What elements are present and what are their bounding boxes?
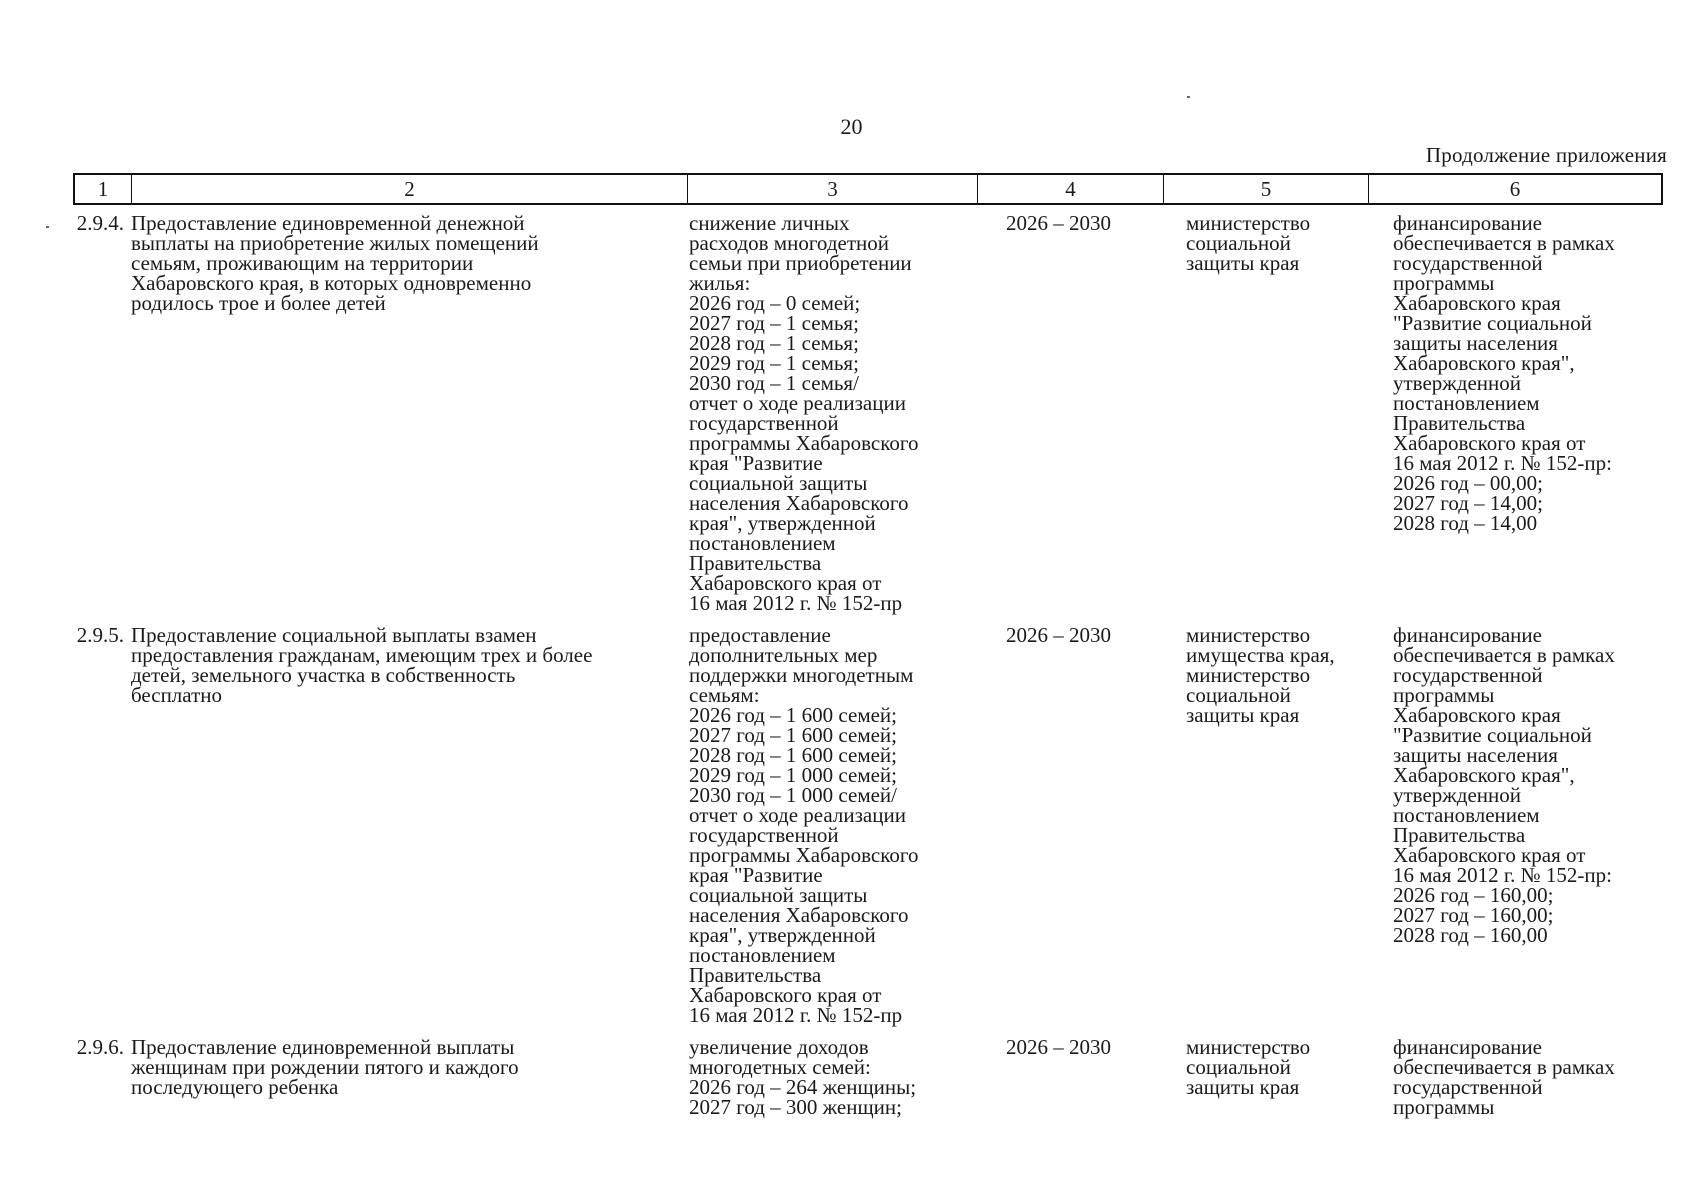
funding-cell-line: финансирование (1393, 211, 1542, 235)
header-col-3: 3 (687, 175, 977, 203)
result-cell-line: края "Развитие (689, 451, 823, 475)
measure-cell-line: женщинам при рождении пятого и каждого (131, 1055, 519, 1079)
funding-cell-line: постановлением (1393, 803, 1540, 827)
funding-cell-line: финансирование (1393, 1035, 1542, 1059)
executor-cell (1178, 625, 1383, 1025)
funding-cell (1383, 625, 1663, 1025)
result-cell-line: 2029 год – 1 семья; (689, 351, 859, 375)
measure-cell-line: семьям, проживающим на территории (131, 251, 474, 275)
funding-cell-line: защиты населения (1393, 331, 1558, 355)
funding-cell-line: "Развитие социальной (1393, 723, 1592, 747)
result-cell-line: 2027 год – 1 600 семей; (689, 723, 898, 747)
result-cell-line: 16 мая 2012 г. № 152-пр (689, 1003, 903, 1027)
funding-cell-line: 2026 год – 00,00; (1393, 471, 1544, 495)
funding-cell-line: обеспечивается в рамках (1393, 231, 1615, 255)
result-cell-line: снижение личных (689, 211, 850, 235)
result-cell-line: жилья: (689, 271, 751, 295)
result-cell-line: 2026 год – 0 семей; (689, 291, 861, 315)
measure-cell-line: выплаты на приобретение жилых помещений (131, 231, 539, 255)
funding-cell-line: 16 мая 2012 г. № 152-пр: (1393, 863, 1612, 887)
result-cell-line: государственной (689, 411, 839, 435)
executor-cell-line: министерство (1186, 663, 1311, 687)
header-col-4: 4 (977, 175, 1163, 203)
result-cell-line: населения Хабаровского (689, 491, 909, 515)
executor-cell-line: защиты края (1186, 1075, 1300, 1099)
measure-cell (130, 625, 685, 1025)
result-cell-line: Хабаровского края от (689, 983, 882, 1007)
result-cell (685, 625, 993, 1025)
measure-cell-line: Предоставление единовременной денежной (131, 211, 525, 235)
measure-cell (130, 1037, 685, 1117)
funding-cell-line: программы (1393, 683, 1495, 707)
header-col-1: 1 (97, 177, 109, 201)
result-cell-line: края "Развитие (689, 863, 823, 887)
executor-cell-line: министерство (1186, 623, 1311, 647)
result-cell-line: края", утвержденной (689, 511, 876, 535)
result-cell-line: государственной (689, 823, 839, 847)
result-cell-line: постановлением (689, 943, 836, 967)
funding-cell-line: 2027 год – 14,00; (1393, 491, 1544, 515)
result-cell-line: 16 мая 2012 г. № 152-пр (689, 591, 903, 615)
result-cell-line: отчет о ходе реализации (689, 391, 906, 415)
period-cell: 2026 – 2030 (1006, 211, 1111, 235)
funding-cell-line: 2028 год – 14,00 (1393, 511, 1538, 535)
scan-speck (46, 226, 49, 228)
funding-cell-line: программы (1393, 271, 1495, 295)
funding-cell-line: Хабаровского края", (1393, 351, 1575, 375)
executor-cell-line: имущества края, (1186, 643, 1335, 667)
funding-cell-line: программы (1393, 1095, 1495, 1119)
result-cell-line: увеличение доходов (689, 1035, 869, 1059)
funding-cell-line: Хабаровского края (1393, 291, 1561, 315)
result-cell-line: 2030 год – 1 000 семей/ (689, 783, 898, 807)
result-cell-line: отчет о ходе реализации (689, 803, 906, 827)
row-number: 2.9.6. (76, 1035, 124, 1059)
result-cell-line: населения Хабаровского (689, 903, 909, 927)
result-cell-line: предоставление (689, 623, 831, 647)
result-cell-line: Хабаровского края от (689, 571, 882, 595)
executor-cell-line: социальной (1186, 231, 1291, 255)
result-cell-line: Правительства (689, 963, 822, 987)
scan-speck (1187, 96, 1190, 98)
funding-cell-line: 2026 год – 160,00; (1393, 883, 1554, 907)
result-cell-line: многодетных семей: (689, 1055, 871, 1079)
header-col-6: 6 (1368, 175, 1661, 203)
result-cell-line: постановлением (689, 531, 836, 555)
result-cell-line: расходов многодетной (689, 231, 889, 255)
funding-cell-line: постановлением (1393, 391, 1540, 415)
table-body (73, 213, 1663, 1117)
result-cell-line: дополнительных мер (689, 643, 878, 667)
result-cell-line: поддержки многодетным (689, 663, 914, 687)
funding-cell-line: Хабаровского края (1393, 703, 1561, 727)
funding-cell-line: утвержденной (1393, 371, 1522, 395)
result-cell-line: 2030 год – 1 семья/ (689, 371, 859, 395)
funding-cell-line: Правительства (1393, 823, 1526, 847)
result-cell-line: программы Хабаровского (689, 431, 919, 455)
funding-cell-line: обеспечивается в рамках (1393, 643, 1615, 667)
table-header (73, 173, 1663, 205)
result-cell (685, 1037, 993, 1117)
funding-cell-line: государственной (1393, 663, 1543, 687)
funding-cell-line: финансирование (1393, 623, 1542, 647)
result-cell-line: программы Хабаровского (689, 843, 919, 867)
measure-cell-line: Предоставление социальной выплаты взамен (131, 623, 537, 647)
result-cell-line: 2028 год – 1 семья; (689, 331, 859, 355)
row-number: 2.9.5. (76, 623, 124, 647)
result-cell-line: семьи при приобретении (689, 251, 912, 275)
measure-cell-line: Хабаровского края, в которых одновременно (131, 271, 532, 295)
measure-cell-line: детей, земельного участка в собственность (131, 663, 516, 687)
result-cell (685, 213, 993, 613)
executor-cell (1178, 1037, 1383, 1117)
measure-cell-line: Предоставление единовременной выплаты (131, 1035, 515, 1059)
result-cell-line: 2026 год – 264 женщины; (689, 1075, 917, 1099)
table-row (73, 1037, 1663, 1117)
funding-cell-line: Хабаровского края от (1393, 843, 1586, 867)
funding-cell-line: Хабаровского края от (1393, 431, 1586, 455)
funding-cell-line: государственной (1393, 251, 1543, 275)
header-col-2: 2 (131, 175, 687, 203)
measure-cell-line: последующего ребенка (131, 1075, 339, 1099)
table-row (73, 213, 1663, 613)
funding-cell-line: Правительства (1393, 411, 1526, 435)
measure-cell-line: бесплатно (131, 683, 222, 707)
executor-cell-line: социальной (1186, 683, 1291, 707)
funding-cell-line: 2027 год – 160,00; (1393, 903, 1554, 927)
result-cell-line: 2029 год – 1 000 семей; (689, 763, 898, 787)
funding-cell (1383, 1037, 1663, 1117)
funding-cell-line: 16 мая 2012 г. № 152-пр: (1393, 451, 1612, 475)
funding-cell-line: 2028 год – 160,00 (1393, 923, 1548, 947)
result-cell-line: социальной защиты (689, 471, 868, 495)
measure-cell-line: предоставления гражданам, имеющим трех и более (131, 643, 593, 667)
executor-cell-line: министерство (1186, 1035, 1311, 1059)
measure-cell-line: родилось трое и более детей (131, 291, 386, 315)
table-row (73, 625, 1663, 1025)
executor-cell (1178, 213, 1383, 613)
executor-cell-line: защиты края (1186, 703, 1300, 727)
result-cell-line: Правительства (689, 551, 822, 575)
row-number: 2.9.4. (76, 211, 124, 235)
funding-cell-line: утвержденной (1393, 783, 1522, 807)
executor-cell-line: защиты края (1186, 251, 1300, 275)
funding-cell-line: Хабаровского края", (1393, 763, 1575, 787)
result-cell-line: края", утвержденной (689, 923, 876, 947)
funding-cell-line: государственной (1393, 1075, 1543, 1099)
header-col-5: 5 (1163, 175, 1368, 203)
result-cell-line: семьям: (689, 683, 760, 707)
continuation-label: Продолжение приложения (1425, 143, 1667, 167)
executor-cell-line: социальной (1186, 1055, 1291, 1079)
result-cell-line: 2026 год – 1 600 семей; (689, 703, 898, 727)
measure-cell (130, 213, 685, 613)
funding-cell-line: защиты населения (1393, 743, 1558, 767)
period-cell: 2026 – 2030 (1006, 1035, 1111, 1059)
executor-cell-line: министерство (1186, 211, 1311, 235)
result-cell-line: 2027 год – 1 семья; (689, 311, 859, 335)
result-cell-line: социальной защиты (689, 883, 868, 907)
funding-cell-line: "Развитие социальной (1393, 311, 1592, 335)
page-number: 20 (840, 114, 863, 139)
funding-cell-line: обеспечивается в рамках (1393, 1055, 1615, 1079)
result-cell-line: 2028 год – 1 600 семей; (689, 743, 898, 767)
result-cell-line: 2027 год – 300 женщин; (689, 1095, 902, 1119)
period-cell: 2026 – 2030 (1006, 623, 1111, 647)
funding-cell (1383, 213, 1663, 613)
